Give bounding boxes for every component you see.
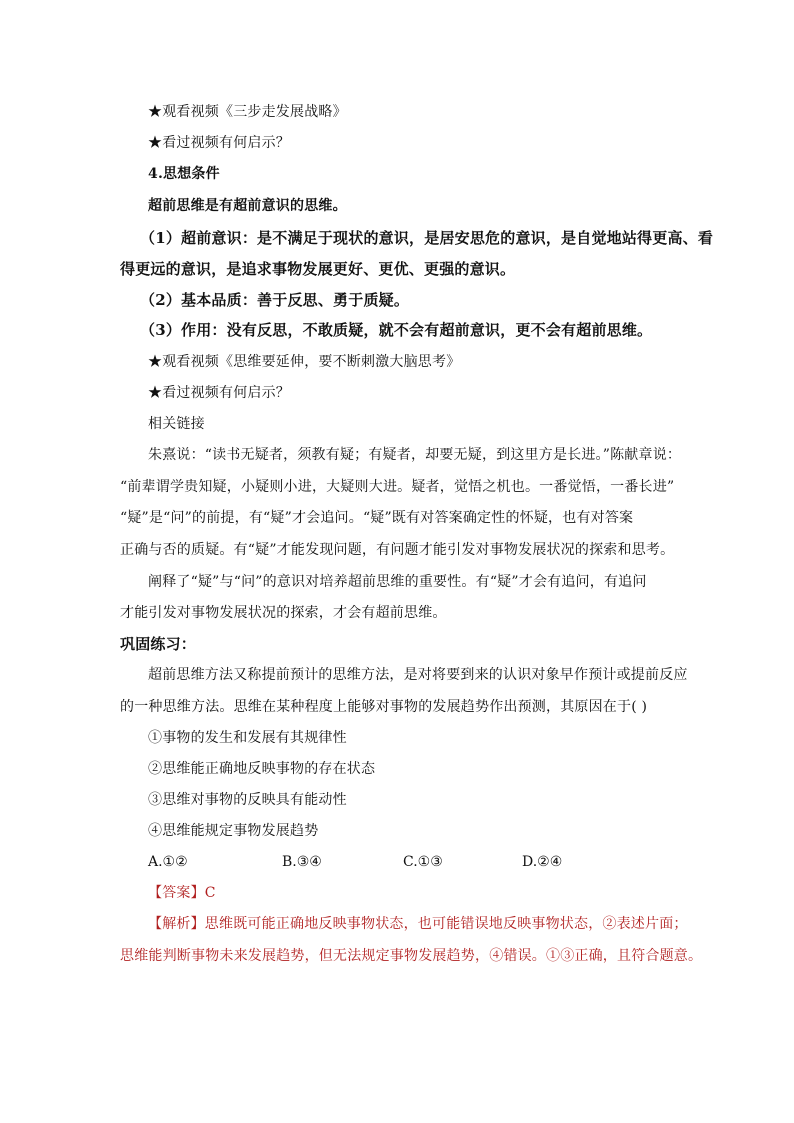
- option-d: D.②④: [522, 854, 563, 870]
- answer-line: 【答案】C: [148, 885, 216, 901]
- quote-line-1: 朱熹说：“读书无疑者，须教有疑；有疑者，却要无疑，到这里方是长进。”陈献章说：: [148, 447, 682, 463]
- item1-line2: 得更远的意识，是追求事物发展更好、更优、更强的意识。: [120, 260, 516, 278]
- statement-1: ①事物的发生和发展有其规律性: [148, 730, 347, 746]
- video-question-line: ★看过视频有何启示？: [148, 135, 290, 151]
- explain-line-1: 阐释了“疑”与“问”的意识对培养超前思维的重要性。有“疑”才会有追问，有追问: [148, 574, 647, 590]
- definition-text: 超前思维是有超前意识的思维。: [148, 198, 347, 214]
- statement-4: ④思维能规定事物发展趋势: [148, 823, 319, 839]
- explain-line-2: 才能引发对事物发展状况的探索，才会有超前思维。: [120, 605, 447, 621]
- quote-line-2: “前辈谓学贵知疑，小疑则小进，大疑则大进。疑者，觉悟之机也。一番觉悟，一番长进”: [120, 479, 675, 495]
- video-question-line-2: ★看过视频有何启示？: [148, 385, 290, 401]
- question-stem-line-2: 的一种思维方法。思维在某种程度上能够对事物的发展趋势作出预测，其原因在于( ): [120, 699, 648, 715]
- related-links-title: 相关链接: [148, 416, 205, 432]
- statement-3: ③思维对事物的反映具有能动性: [148, 792, 347, 808]
- practice-title: 巩固练习：: [120, 635, 197, 653]
- quote-line-3: “疑”是“问”的前提，有“疑”才会追问。“疑”既有对答案确定性的怀疑，也有对答案: [120, 510, 634, 526]
- video-watch-line: ★观看视频《三步走发展战略》: [148, 104, 347, 120]
- quote-line-4: 正确与否的质疑。有“疑”才能发现问题，有问题才能引发对事物发展状况的探索和思考。: [120, 542, 675, 558]
- video-watch-line-2: ★观看视频《思维要延伸，要不断刺激大脑思考》: [148, 354, 461, 370]
- item2-text: （2）基本品质：善于反思、勇于质疑。: [140, 291, 410, 309]
- statement-2: ②思维能正确地反映事物的存在状态: [148, 761, 376, 777]
- option-a: A.①②: [148, 854, 188, 870]
- question-stem-line-1: 超前思维方法又称提前预计的思维方法，是对将要到来的认识对象早作预计或提前反应: [148, 667, 688, 683]
- analysis-line-1: 【解析】思维既可能正确地反映事物状态，也可能错误地反映事物状态，②表述片面；: [148, 916, 688, 932]
- option-b: B.③④: [282, 854, 322, 870]
- option-c: C.①③: [403, 854, 443, 870]
- analysis-line-2: 思维能判断事物未来发展趋势，但无法规定事物发展趋势，④错误。①③正确，且符合题意。: [120, 948, 703, 964]
- item3-text: （3）作用：没有反思，不敢质疑，就不会有超前意识，更不会有超前思维。: [140, 321, 653, 339]
- item1-line1: （1）超前意识：是不满足于现状的意识，是居安思危的意识，是自觉地站得更高、看: [140, 229, 714, 247]
- section-title: 4.思想条件: [148, 166, 220, 182]
